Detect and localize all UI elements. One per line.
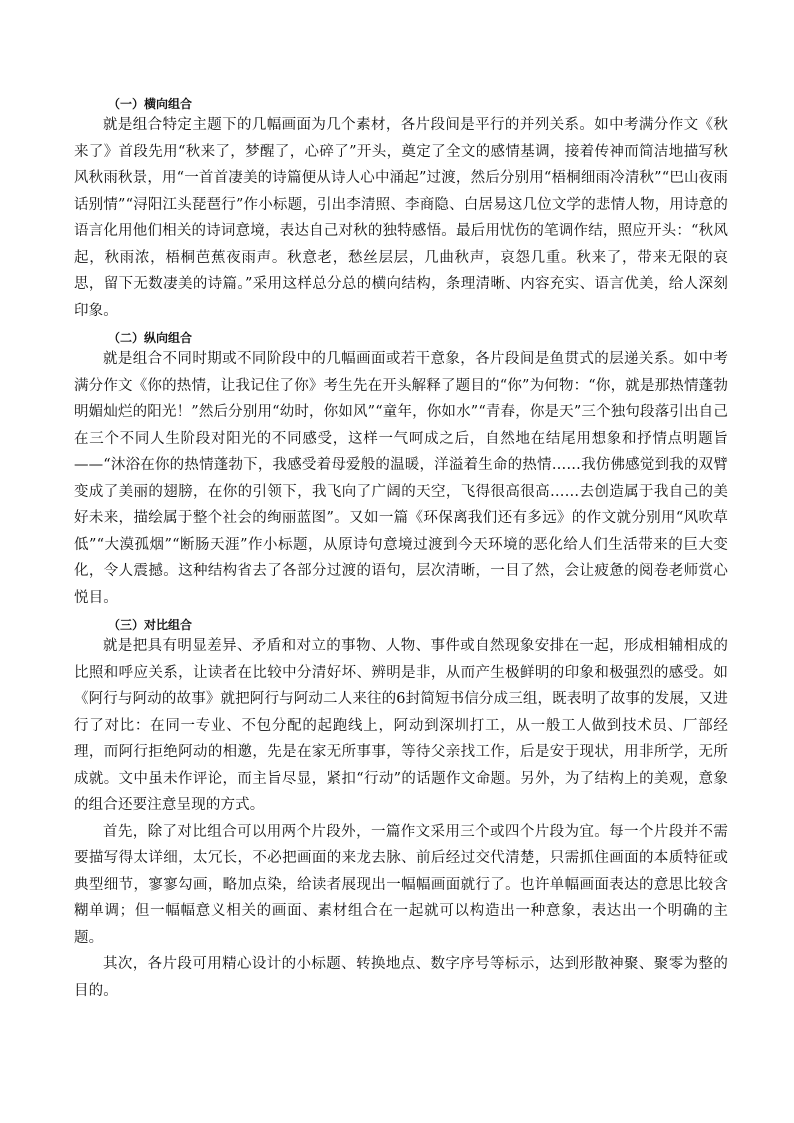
paragraph-horizontal: 就是组合特定主题下的几幅画面为几个素材，各片段间是平行的并列关系。如中考满分作文《秋来了》首段先用“秋来了，梦醒了，心碎了”开头，奠定了全文的感情基调，接着传神而简洁地描写秋风秋雨秋景，用“一首首凄美的诗篇便从诗人心中涌起”过渡，然后分别用“梧桐细雨冷清秋”“巴山夜雨话别情”“浔阳江头琵琶行”作小标题，引出李清照、李商隐、白居易这几位文学的悲情人物，用诗意的语言化用他们相关的诗词意境，表达自己对秋的独特感悟。最后用忧伤的笔调作结，照应开头：“秋风起，秋雨浓，梧桐芭蕉夜雨声。秋意老，愁丝层层，几曲秋声，哀怨几重。秋来了，带来无限的哀思，留下无数凄美的诗篇。”采用这样总分总的横向结构，条理清晰、内容充实、语言优美，给人深刻印象。 bbox=[74, 117, 728, 319]
paragraph-first-point: 首先，除了对比组合可以用两个片段外，一篇作文采用三个或四个片段为宜。每一个片段并不需要描写得太详细，太冗长，不必把画面的来龙去脉、前后经过交代清楚，只需抓住画面的本质特征或典型细节，寥寥勾画，略加点染，给读者展现出一幅幅画面就行了。也许单幅画面表达的意思比较含糊单调；但一幅幅意义相关的画面、素材组合在一起就可以构造出一种意象，表达出一个明确的主题。 bbox=[74, 823, 728, 946]
section-heading-contrast: （三）对比组合 bbox=[108, 618, 193, 632]
section-heading-vertical: （二）纵向组合 bbox=[108, 331, 193, 345]
paragraph-second-point: 其次，各片段可用精心设计的小标题、转换地点、数字序号等标示，达到形散神聚、聚零为整的目的。 bbox=[74, 956, 728, 999]
section-heading-horizontal: （一）横向组合 bbox=[108, 97, 193, 111]
paragraph-contrast: 就是把具有明显差异、矛盾和对立的事物、人物、事件或自然现象安排在一起，形成相辅相成的比照和呼应关系，让读者在比较中分清好坏、辨明是非，从而产生极鲜明的印象和极强烈的感受。如《阿行与阿动的故事》就把阿行与阿动二人来往的6封简短书信分成三组，既表明了故事的发展，又进行了对比：在同一专业、不包分配的起跑线上，阿动到深圳打工，从一般工人做到技术员、厂部经理，而阿行拒绝阿动的相邀，先是在家无所事事，等待父亲找工作，后是安于现状，用非所学，无所成就。文中虽未作评论，而主旨尽显，紧扣“行动”的话题作文命题。另外，为了结构上的美观，意象的组合还要注意呈现的方式。 bbox=[74, 638, 728, 813]
document-page bbox=[74, 92, 728, 1004]
paragraph-vertical: 就是组合不同时期或不同阶段中的几幅画面或若干意象，各片段间是鱼贯式的层递关系。如中考满分作文《你的热情，让我记住了你》考生先在开头解释了题目的“你”为何物：“你，就是那热情蓬勃明媚灿烂的阳光！”然后分别用“幼时，你如风”“童年，你如水”“青春，你是天”三个独句段落引出自己在三个不同人生阶段对阳光的不同感受，这样一气呵成之后，自然地在结尾用想象和抒情点明题旨——“沐浴在你的热情蓬勃下，我感受着母爱般的温暖，洋溢着生命的热情……我仿佛感觉到我的双臂变成了美丽的翅膀，在你的引领下，我飞向了广阔的天空，飞得很高很高……去创造属于我自己的美好未来，描绘属于整个社会的绚丽蓝图”。又如一篇《环保离我们还有多远》的作文就分别用“风吹草低”“大漠孤烟”“断肠天涯”作小标题，从原诗句意境过渡到今天环境的恶化给人们生活带来的巨大变化，令人震撼。这种结构省去了各部分过渡的语句，层次清晰，一目了然，会让疲惫的阅卷老师赏心悦目。 bbox=[74, 351, 728, 606]
